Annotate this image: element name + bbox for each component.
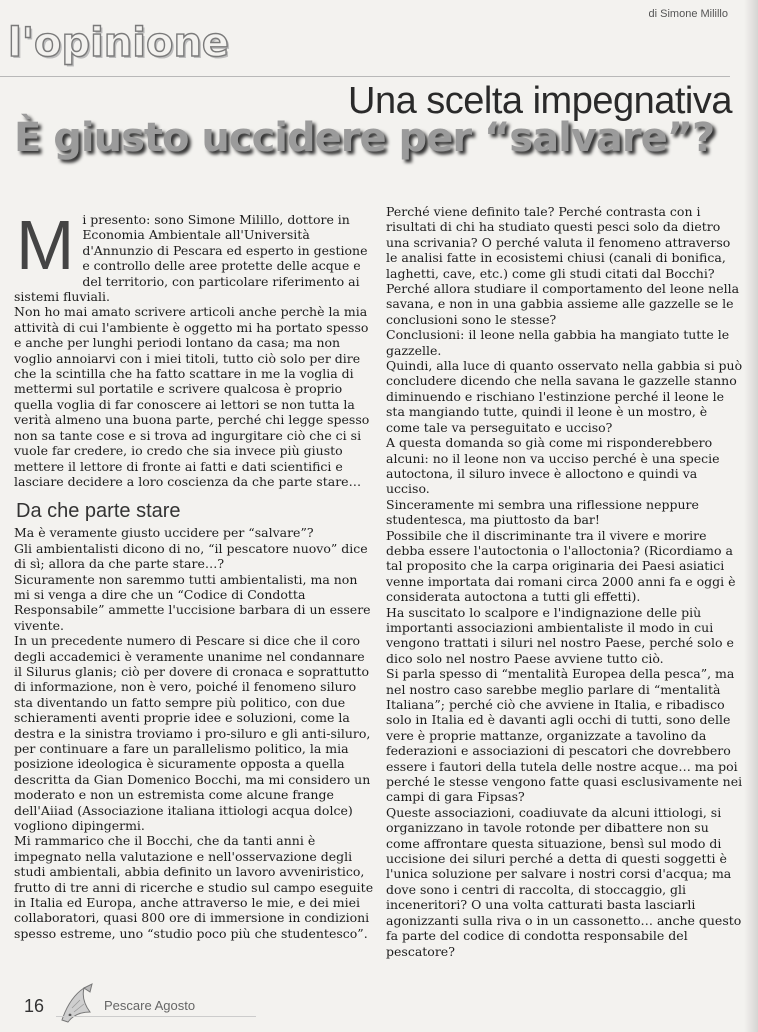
section-subheading: Da che parte stare — [16, 500, 181, 523]
body-paragraph: Si parla spesso di “mentalità Europea della pesca”, ma nel nostro caso sarebbe meglio parlare di “mentalità Italiana”; perché ciò che avviene in Italia, e ribadisco solo in Italia ed è davanti agli occhi di tutti, sono delle vere è proprie mattanze, organizzate a tavolino da federazioni e associazioni di pescatori che dovrebbero essere i fautori della tutela delle nostre acque… ma poi perché le stesse vengono fatte quasi esclusivamente nei campi di gara Fipsas? — [386, 666, 743, 805]
body-paragraph: Mi rammarico che il Bocchi, che da tanti anni è impegnato nella valutazione e nell'osservazione degli studi ambientali, abbia definito un lavoro avveniristico, frutto di tre anni di ricerche e studio sul campo eseguite in Italia ed Europa, anche attraverso le mie, e dei miei collaboratori, quasi 800 ore di immersione in condizioni spesso estreme, uno “studio poco più che studentesco”. — [14, 833, 374, 941]
body-paragraph: Conclusioni: il leone nella gabbia ha mangiato tutte le gazzelle. — [386, 327, 730, 358]
body-paragraph: Sicuramente non saremmo tutti ambientalisti, ma non mi si venga a dire che un “Codice di Condotta Responsabile” ammette l'uccisione barbara di un essere vivente. — [14, 571, 371, 633]
right-column — [386, 204, 744, 959]
body-paragraph: Perché allora studiare il comportamento del leone nella savana, e non in una gabbia assieme alle gazzelle se le conclusioni sono le stesse? — [386, 281, 740, 327]
body-paragraph: Non ho mai amato scrivere articoli anche perchè la mia attività di cui l'ambiente è oggetto mi ha portato spesso e anche per lunghi periodi lontano da casa; ma non voglio annoiarvi con i miei titoli, tutto ciò solo per dire che la scintilla che ha fatto scattare in me la voglia di mettermi sul portatile e scrivere qualcosa è proprio quella voglia di far conoscere ai lettori se non tutta la verità almeno una buona parte, perché chi legge spesso non sa tante cose e si trova ad ingurgitare ciò che ci si vuole far credere, io credo che sia invece più giusto mettere il lettore di fronte ai fatti e dati scientifici e lasciare decidere a loro coscienza da che parte stare… — [14, 304, 370, 489]
body-paragraph: Quindi, alla luce di quanto osservato nella gabbia si può concludere dicendo che nella savana le gazzelle stanno diminuendo e rischiano l'estinzione perché il leone le sta mangiando tutte, quindi il leone è un mostro, è come tale va perseguitato e ucciso? — [386, 358, 743, 435]
author-byline: di Simone Milillo — [648, 8, 728, 20]
body-paragraph: Perché viene definito tale? Perché contrasta con i risultati di chi ha studiato questi pesci solo da dietro una scrivania? O perché valuta il fenomeno attraverso le analisi fatte in ecosistemi chiusi (canali di bonifica, laghetti, cave, etc.) come gli studi citati dal Bocchi? — [386, 204, 731, 281]
left-column — [14, 206, 376, 941]
intro-text: i presento: sono Simone Milillo, dottore in Economia Ambientale all'Università d'Annunzio di Pescara ed esperto in gestione e controllo delle aree protette delle acque e del territorio, con particolare riferimento ai sistemi fluviali. — [14, 212, 368, 305]
article-headline: È giusto uccidere per “salvare”? — [14, 115, 715, 161]
kicker-title: Una scelta impegnativa — [348, 80, 732, 122]
page-edge-shadow — [744, 0, 758, 1032]
body-paragraph: Ma è veramente giusto uccidere per “salvare”? — [14, 525, 314, 541]
body-paragraph: In un precedente numero di Pescare si dice che il coro degli accademici è veramente unanime nel condannare il Silurus glanis; ciò per dovere di cronaca e soprattutto di informazione, non è vero, poiché il fenomeno siluro sta diventando un fatto sempre più politico, con due schieramenti aventi proprie idee e soluzioni, come la destra e la sinistra troviamo i pro-siluro e gli anti-siluro, per continuare a fare un parallelismo politico, la mia posizione ideologica è sicuramente opposta a quella descritta da Gian Domenico Bocchi, ma mi considero un moderato e non un estremista come alcune frange dell'Aiiad (Associazione italiana ittiologi acqua dolce) vogliono dipingermi. — [14, 633, 371, 834]
body-paragraph: Gli ambientalisti dicono di no, “il pescatore nuovo” dice di sì; allora da che parte stare…? — [14, 540, 368, 572]
drop-cap: M — [16, 206, 75, 284]
intro-paragraph — [14, 206, 376, 305]
body-paragraph: A questa domanda so già come mi risponderebbero alcuni: no il leone non va ucciso perché è una specie autoctona, il siluro invece è alloctono e quindi va ucciso. — [386, 435, 720, 497]
body-paragraph: Possibile che il discriminante tra il vivere e morire debba essere l'autoctonia o l'alloctonia? (Ricordiamo a tal proposito che la carpa originaria dei Paesi asiatici venne importata dai romani circa 2000 anni fa e oggi è considerata autoctona a tutti gli effetti). — [386, 527, 736, 605]
section-rubric: l'opinione — [8, 20, 230, 66]
page-number: 16 — [24, 996, 45, 1016]
footer-divider — [56, 1016, 256, 1017]
body-paragraph: Sinceramente mi sembra una riflessione neppure studentesca, ma piuttosto da bar! — [386, 496, 699, 528]
magazine-name: Pescare Agosto — [104, 998, 196, 1013]
body-paragraph: Ha suscitato lo scalpore e l'indignazione delle più importanti associazioni ambientaliste il modo in cui vengono trattati i siluri nel nostro Paese, perché solo e dico solo nel nostro Paese avviene tutto ciò. — [386, 604, 734, 666]
fish-icon — [56, 982, 100, 1026]
header-divider — [0, 76, 730, 77]
body-paragraph: Queste associazioni, coadiuvate da alcuni ittiologi, si organizzano in tavole rotonde per dibattere non su come affrontare questa situazione, bensì sul modo di uccisione dei siluri perché a detta di questi soggetti è l'unica soluzione per salvare i nostri corsi d'acqua; ma dove sono i centri di raccolta, di stoccaggio, gli inceneritori? O una volta catturati basta lasciarli agonizzanti sulla riva o in un cassonetto… anche questo fa parte del codice di condotta responsabile del pescatore? — [386, 804, 742, 959]
